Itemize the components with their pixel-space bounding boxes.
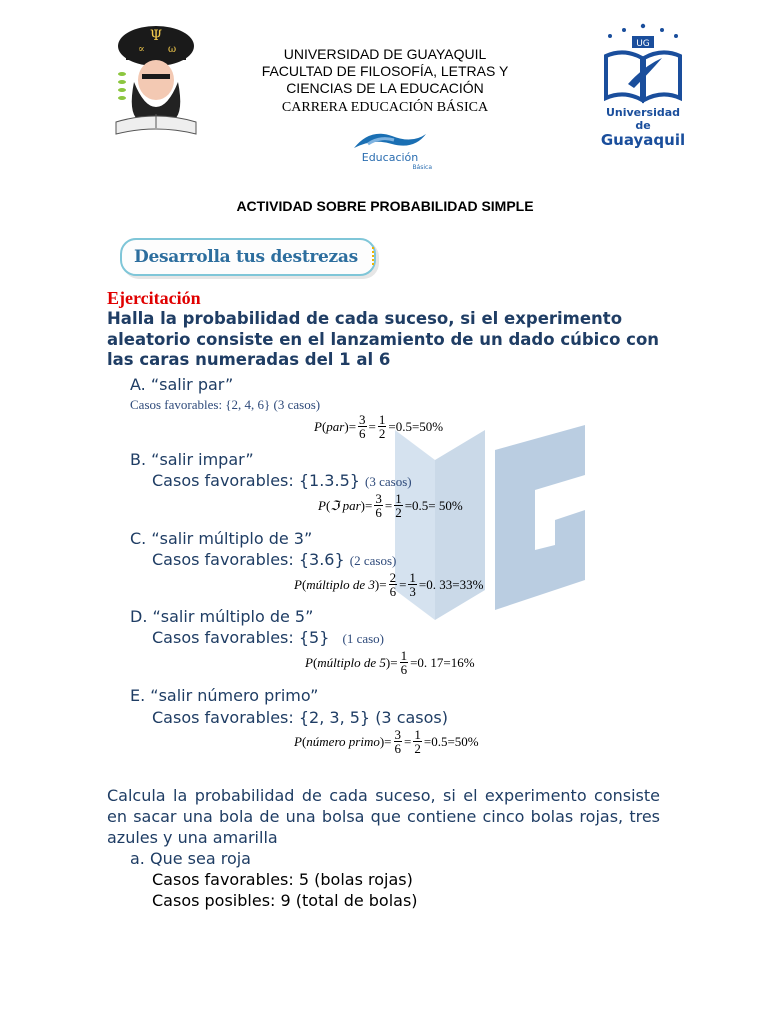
section2-favorable: Casos favorables: 5 (bolas rojas) — [152, 870, 413, 889]
svg-text:ω: ω — [168, 44, 177, 55]
item-d-cases-note: (1 caso) — [342, 631, 385, 646]
item-d-cases: Casos favorables: {5} — [152, 628, 330, 647]
item-a-cases: Casos favorables: {2, 4, 6} (3 casos) — [130, 397, 321, 412]
career-name: CARRERA EDUCACIÓN BÁSICA — [281, 100, 489, 115]
item-c-cases-note: (2 casos) — [349, 553, 397, 568]
item-b-cases-row — [152, 470, 412, 491]
item-a-formula: P ( par )= $\frac{3}{6}$ = $\frac{1}{2}$ =0.5=50% — [314, 412, 444, 441]
item-c-cases-row — [152, 549, 396, 570]
ug-logo — [598, 22, 688, 149]
item-c-cases: Casos favorables: {3.6} — [152, 550, 345, 569]
item-e-formula: P ( número primo )= $\frac{3}{6}$ = $\frac{1}{2}$ =0.5=50% — [294, 727, 479, 756]
faculty-name-2: CIENCIAS DE LA EDUCACIÓN — [286, 80, 484, 96]
logo-letter-psi: Ψ — [149, 28, 163, 44]
section2-possible: Casos posibles: 9 (total de bolas) — [152, 891, 418, 910]
ug-watermark — [395, 420, 595, 630]
item-b-cases: Casos favorables: {1.3.5} — [152, 471, 360, 490]
item-a-title: A. “salir par” — [130, 375, 234, 394]
svg-text:UG: UG — [636, 39, 650, 49]
item-e-title: E. “salir número primo” — [130, 686, 319, 705]
svg-text:∝: ∝ — [138, 44, 145, 55]
item-b-cases-note: (3 casos) — [365, 474, 412, 489]
item-c-formula: P ( múltiplo de 3 )= $\frac{2}{6}$ = $\frac{1}{3}$ =0. 33=33% — [294, 570, 484, 599]
item-b-title: B. “salir impar” — [130, 450, 254, 469]
activity-title: ACTIVIDAD SOBRE PROBABILIDAD SIMPLE — [236, 198, 534, 214]
university-name: UNIVERSIDAD DE GUAYAQUIL — [283, 46, 487, 62]
ug-logo-line1: Universidad de — [605, 106, 681, 132]
item-d-cases-row — [152, 627, 384, 648]
section2-intro: Calcula la probabilidad de cada suceso, si el experimento consiste en sacar una bola de una bolsa que contiene cinco bolas rojas, tres azules y una amarilla — [107, 786, 660, 847]
ug-logo-line2: Guayaquil — [600, 131, 686, 149]
exercise-label: Ejercitación — [107, 288, 201, 308]
item-c-title: C. “salir múltiplo de 3” — [130, 529, 313, 548]
skills-banner — [120, 238, 376, 276]
edu-logo-main: Educación — [361, 151, 419, 164]
faculty-name-1: FACULTAD DE FILOSOFÍA, LETRAS Y — [261, 63, 509, 79]
banner-dots — [372, 247, 384, 265]
item-b-formula: P ( ℑ par )= $\frac{3}{6}$ = $\frac{1}{2}$ =0.5= 50% — [318, 491, 463, 520]
section2-item-a: a. Que sea roja — [130, 849, 251, 868]
exercise-intro: Halla la probabilidad de cada suceso, si el experimento aleatorio consiste en el lanzamiento de un dado cúbico con las caras numeradas del 1 al 6 — [107, 309, 660, 369]
item-d-title: D. “salir múltiplo de 5” — [130, 607, 314, 626]
banner-text: Desarrolla tus destrezas — [134, 247, 358, 267]
edu-basica-logo — [340, 124, 440, 174]
edu-logo-sub: Básica — [412, 164, 432, 171]
item-e-cases: Casos favorables: {2, 3, 5} (3 casos) — [152, 708, 448, 727]
item-d-formula: P ( múltiplo de 5 )= $\frac{1}{6}$ =0. 17=16% — [305, 648, 475, 677]
